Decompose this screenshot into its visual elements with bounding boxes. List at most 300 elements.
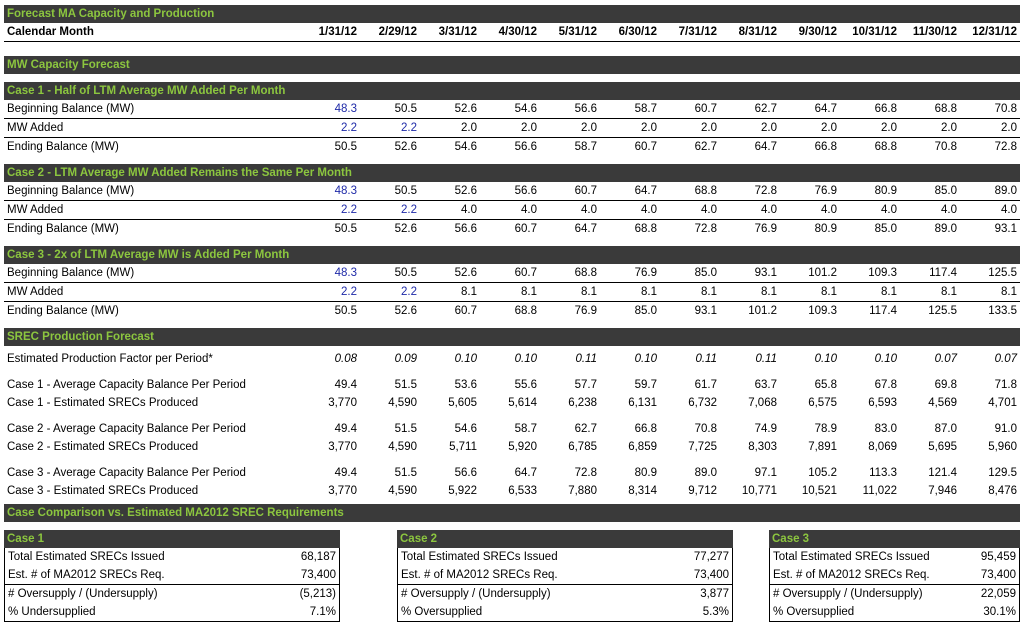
table-cell: 4,569	[928, 397, 957, 409]
table-cell: 7,725	[688, 441, 717, 453]
table-cell: 2.2	[341, 122, 357, 134]
table-cell: 125.5	[988, 267, 1017, 279]
table-cell: 69.8	[934, 379, 957, 391]
table-cell: 64.7	[754, 141, 777, 153]
month-header: 6/30/12	[618, 26, 657, 38]
table-cell: 85.0	[694, 267, 717, 279]
srecs-produced-row	[4, 438, 1020, 456]
table-cell: 51.5	[394, 379, 417, 391]
page-title: Forecast MA Capacity and Production	[4, 5, 1020, 23]
table-cell: 83.0	[874, 423, 897, 435]
case-header: Case 3 - 2x of LTM Average MW is Added Per Month	[4, 246, 1020, 264]
table-cell: 0.11	[575, 353, 597, 365]
table-cell: 2.0	[941, 122, 957, 134]
box-row-label: Total Estimated SRECs Issued	[773, 551, 930, 563]
comparison-box-case-3	[769, 530, 1020, 622]
comparison-box-case-1	[4, 530, 340, 622]
table-row	[4, 138, 1020, 156]
table-cell: 8.1	[1001, 286, 1017, 298]
table-cell: 67.8	[874, 379, 897, 391]
row-label: MW Added	[7, 122, 64, 134]
table-cell: 6,593	[868, 397, 897, 409]
table-cell: 4,590	[388, 397, 417, 409]
calendar-header-row	[4, 23, 1020, 42]
box-row-label: Est. # of MA2012 SRECs Req.	[8, 569, 165, 581]
table-cell: 10,771	[741, 485, 777, 497]
table-cell: 0.08	[334, 353, 357, 365]
box-row	[770, 548, 1019, 566]
table-row	[4, 302, 1020, 320]
table-cell: 50.5	[334, 223, 357, 235]
box-row-value: 77,277	[693, 551, 729, 563]
box-row-label: Est. # of MA2012 SRECs Req.	[401, 569, 558, 581]
avg-capacity-row	[4, 376, 1020, 394]
month-header: 7/31/12	[678, 26, 717, 38]
table-cell: 65.8	[814, 379, 837, 391]
month-header: 1/31/12	[318, 26, 357, 38]
table-cell: 2.2	[401, 204, 417, 216]
table-cell: 5,711	[449, 441, 477, 453]
table-cell: 8.1	[941, 286, 957, 298]
table-cell: 56.6	[514, 141, 537, 153]
table-cell: 3,770	[328, 397, 357, 409]
table-cell: 2.2	[401, 122, 417, 134]
box-body	[769, 548, 1020, 622]
box-row	[398, 585, 732, 603]
table-cell: 63.7	[754, 379, 777, 391]
box-row-label: Est. # of MA2012 SRECs Req.	[773, 569, 930, 581]
table-cell: 101.2	[808, 267, 837, 279]
table-cell: 52.6	[454, 267, 477, 279]
month-header: 2/29/12	[378, 26, 417, 38]
table-row	[4, 264, 1020, 283]
box-row-label: Total Estimated SRECs Issued	[401, 551, 558, 563]
table-cell: 51.5	[394, 467, 417, 479]
spacer	[4, 238, 1020, 246]
spacer	[4, 320, 1020, 328]
box-row	[5, 603, 339, 621]
table-cell: 3,770	[328, 485, 357, 497]
table-cell: 66.8	[814, 141, 837, 153]
box-row-value: 30.1%	[983, 606, 1016, 618]
table-cell: 121.4	[928, 467, 957, 479]
table-cell: 8.1	[461, 286, 477, 298]
table-cell: 80.9	[874, 185, 897, 197]
table-cell: 4.0	[641, 204, 657, 216]
table-cell: 72.8	[994, 141, 1017, 153]
month-header: 8/31/12	[738, 26, 777, 38]
table-cell: 7,946	[928, 485, 957, 497]
table-cell: 0.10	[454, 353, 477, 365]
table-cell: 9,712	[688, 485, 717, 497]
table-row	[4, 201, 1020, 220]
box-row-value: 73,400	[980, 569, 1016, 581]
table-cell: 105.2	[808, 467, 837, 479]
table-cell: 7,891	[808, 441, 837, 453]
table-cell: 8.1	[701, 286, 717, 298]
table-cell: 11,022	[862, 485, 897, 497]
section-header-mw-capacity: MW Capacity Forecast	[4, 56, 1020, 74]
box-row-value: (5,213)	[299, 588, 336, 600]
table-cell: 4,590	[388, 441, 417, 453]
table-cell: 85.0	[634, 305, 657, 317]
table-cell: 5,614	[508, 397, 537, 409]
box-row-value: 22,059	[980, 588, 1016, 600]
table-cell: 60.7	[694, 103, 717, 115]
box-row-label: % Oversupplied	[401, 606, 483, 618]
table-cell: 2.0	[641, 122, 657, 134]
table-cell: 64.7	[814, 103, 837, 115]
table-cell: 60.7	[634, 141, 657, 153]
table-cell: 52.6	[394, 141, 417, 153]
table-cell: 80.9	[634, 467, 657, 479]
table-cell: 2.2	[341, 286, 357, 298]
table-cell: 56.6	[454, 223, 477, 235]
table-cell: 2.0	[701, 122, 717, 134]
table-cell: 8,476	[988, 485, 1017, 497]
month-header: 10/31/12	[852, 26, 897, 38]
box-row	[5, 566, 339, 585]
table-cell: 93.1	[754, 267, 777, 279]
box-row	[398, 603, 732, 621]
srec-container	[4, 346, 1020, 500]
case-header: Case 2 - LTM Average MW Added Remains the Same Per Month	[4, 164, 1020, 182]
table-cell: 0.10	[874, 353, 897, 365]
table-cell: 125.5	[928, 305, 957, 317]
row-label: Ending Balance (MW)	[7, 141, 119, 153]
table-cell: 87.0	[934, 423, 957, 435]
table-cell: 4.0	[941, 204, 957, 216]
row-label: Case 2 - Estimated SRECs Produced	[7, 441, 199, 453]
table-row	[4, 119, 1020, 138]
table-cell: 4.0	[881, 204, 897, 216]
table-cell: 58.7	[514, 423, 537, 435]
table-cell: 5,922	[448, 485, 477, 497]
box-row-value: 73,400	[300, 569, 336, 581]
table-cell: 91.0	[994, 423, 1017, 435]
table-cell: 68.8	[574, 267, 597, 279]
table-cell: 117.4	[869, 305, 897, 317]
table-cell: 7,880	[568, 485, 597, 497]
table-cell: 49.4	[334, 423, 357, 435]
spacer	[4, 156, 1020, 164]
table-cell: 2.2	[341, 204, 357, 216]
spacer	[4, 368, 1020, 376]
box-title: Case 3	[769, 530, 1020, 548]
table-cell: 117.4	[929, 267, 957, 279]
table-cell: 54.6	[454, 423, 477, 435]
table-cell: 56.6	[514, 185, 537, 197]
srecs-produced-row	[4, 482, 1020, 500]
table-cell: 8.1	[521, 286, 537, 298]
table-cell: 5,920	[508, 441, 537, 453]
table-cell: 89.0	[934, 223, 957, 235]
table-cell: 62.7	[694, 141, 717, 153]
production-factor-row	[4, 350, 1020, 368]
table-cell: 66.8	[874, 103, 897, 115]
table-cell: 72.8	[574, 467, 597, 479]
box-row-value: 73,400	[693, 569, 729, 581]
box-row-label: % Undersupplied	[8, 606, 96, 618]
table-cell: 0.07	[994, 353, 1017, 365]
box-row-label: # Oversupply / (Undersupply)	[401, 588, 551, 600]
table-cell: 70.8	[934, 141, 957, 153]
table-cell: 54.6	[514, 103, 537, 115]
table-cell: 76.9	[634, 267, 657, 279]
box-title: Case 2	[397, 530, 733, 548]
table-cell: 0.11	[695, 353, 717, 365]
comparison-box-case-2	[397, 530, 733, 622]
table-cell: 72.8	[694, 223, 717, 235]
table-cell: 60.7	[514, 223, 537, 235]
table-cell: 49.4	[334, 379, 357, 391]
table-cell: 8.1	[641, 286, 657, 298]
table-cell: 2.0	[521, 122, 537, 134]
avg-capacity-row	[4, 464, 1020, 482]
box-row	[5, 548, 339, 566]
table-cell: 52.6	[394, 305, 417, 317]
table-cell: 109.3	[868, 267, 897, 279]
box-row	[770, 585, 1019, 603]
box-row	[5, 585, 339, 603]
row-label: Beginning Balance (MW)	[7, 103, 135, 115]
box-row-value: 95,459	[980, 551, 1016, 563]
srecs-produced-row	[4, 394, 1020, 412]
row-label: Case 3 - Average Capacity Balance Per Period	[7, 467, 246, 479]
table-cell: 76.9	[814, 185, 837, 197]
case-header: Case 1 - Half of LTM Average MW Added Per Month	[4, 82, 1020, 100]
table-cell: 6,238	[568, 397, 597, 409]
box-row-label: Total Estimated SRECs Issued	[8, 551, 165, 563]
table-cell: 4.0	[521, 204, 537, 216]
table-cell: 4.0	[581, 204, 597, 216]
table-cell: 8,303	[748, 441, 777, 453]
section-header-srec-production: SREC Production Forecast	[4, 328, 1020, 346]
table-cell: 74.9	[754, 423, 777, 435]
table-cell: 133.5	[988, 305, 1017, 317]
row-label: Beginning Balance (MW)	[7, 267, 135, 279]
cases-container	[4, 82, 1020, 328]
row-label: MW Added	[7, 286, 64, 298]
table-cell: 52.6	[394, 223, 417, 235]
table-cell: 50.5	[394, 185, 417, 197]
table-cell: 68.8	[874, 141, 897, 153]
comparison-boxes	[4, 530, 1020, 622]
table-cell: 54.6	[454, 141, 477, 153]
table-cell: 0.11	[755, 353, 777, 365]
table-cell: 93.1	[994, 223, 1017, 235]
box-body	[397, 548, 733, 622]
table-cell: 71.8	[994, 379, 1017, 391]
table-cell: 8,069	[868, 441, 897, 453]
table-cell: 2.0	[881, 122, 897, 134]
month-header: 4/30/12	[498, 26, 537, 38]
table-cell: 2.0	[1001, 122, 1017, 134]
table-cell: 4,701	[988, 397, 1017, 409]
table-cell: 89.0	[694, 467, 717, 479]
table-cell: 8.1	[821, 286, 837, 298]
row-label: Ending Balance (MW)	[7, 223, 119, 235]
table-cell: 48.3	[334, 267, 357, 279]
table-row	[4, 220, 1020, 238]
row-label: Beginning Balance (MW)	[7, 185, 135, 197]
box-row-label: # Oversupply / (Undersupply)	[773, 588, 923, 600]
table-cell: 5,960	[988, 441, 1017, 453]
table-cell: 66.8	[634, 423, 657, 435]
box-row	[770, 566, 1019, 585]
section-header-comparison: Case Comparison vs. Estimated MA2012 SREC Requirements	[4, 504, 1020, 522]
table-cell: 8.1	[581, 286, 597, 298]
table-cell: 6,131	[628, 397, 657, 409]
table-cell: 3,770	[328, 441, 357, 453]
table-cell: 2.2	[401, 286, 417, 298]
table-cell: 8.1	[761, 286, 777, 298]
table-row	[4, 283, 1020, 302]
table-cell: 4.0	[461, 204, 477, 216]
table-cell: 58.7	[574, 141, 597, 153]
table-cell: 80.9	[814, 223, 837, 235]
row-label: Case 1 - Average Capacity Balance Per Period	[7, 379, 246, 391]
table-cell: 62.7	[574, 423, 597, 435]
table-cell: 2.0	[461, 122, 477, 134]
table-cell: 129.5	[988, 467, 1017, 479]
row-label: Case 2 - Average Capacity Balance Per Period	[7, 423, 246, 435]
table-cell: 6,785	[568, 441, 597, 453]
table-cell: 4.0	[1001, 204, 1017, 216]
table-cell: 59.7	[634, 379, 657, 391]
table-cell: 76.9	[574, 305, 597, 317]
table-cell: 2.0	[821, 122, 837, 134]
table-cell: 93.1	[694, 305, 717, 317]
table-cell: 2.0	[581, 122, 597, 134]
table-cell: 56.6	[574, 103, 597, 115]
month-header: 9/30/12	[798, 26, 837, 38]
table-cell: 0.10	[634, 353, 657, 365]
table-cell: 60.7	[454, 305, 477, 317]
table-cell: 57.7	[574, 379, 597, 391]
table-cell: 50.5	[334, 305, 357, 317]
table-cell: 85.0	[874, 223, 897, 235]
table-row	[4, 100, 1020, 119]
table-cell: 68.8	[694, 185, 717, 197]
table-cell: 55.6	[514, 379, 537, 391]
row-label: MW Added	[7, 204, 64, 216]
table-cell: 8,314	[628, 485, 657, 497]
table-cell: 64.7	[634, 185, 657, 197]
table-cell: 76.9	[754, 223, 777, 235]
table-cell: 5,605	[448, 397, 477, 409]
box-row-label: % Oversupplied	[773, 606, 855, 618]
table-cell: 2.0	[761, 122, 777, 134]
table-cell: 6,859	[628, 441, 657, 453]
table-cell: 0.10	[514, 353, 537, 365]
box-row	[398, 566, 732, 585]
table-cell: 4,590	[388, 485, 417, 497]
table-cell: 58.7	[634, 103, 657, 115]
table-cell: 64.7	[514, 467, 537, 479]
table-cell: 89.0	[994, 185, 1017, 197]
table-cell: 78.9	[814, 423, 837, 435]
table-cell: 64.7	[574, 223, 597, 235]
table-cell: 8.1	[881, 286, 897, 298]
row-label: Case 3 - Estimated SRECs Produced	[7, 485, 199, 497]
table-cell: 53.6	[454, 379, 477, 391]
box-row-value: 7.1%	[309, 606, 336, 618]
table-cell: 4.0	[821, 204, 837, 216]
month-header: 3/31/12	[438, 26, 477, 38]
spreadsheet	[4, 5, 1020, 622]
table-cell: 60.7	[574, 185, 597, 197]
table-cell: 10,521	[801, 485, 837, 497]
table-cell: 68.8	[634, 223, 657, 235]
month-header: 11/30/12	[912, 26, 957, 38]
box-row	[398, 548, 732, 566]
table-cell: 0.09	[394, 353, 417, 365]
table-cell: 7,068	[748, 397, 777, 409]
table-cell: 4.0	[701, 204, 717, 216]
table-cell: 50.5	[334, 141, 357, 153]
table-cell: 52.6	[454, 103, 477, 115]
box-row-value: 3,877	[700, 588, 729, 600]
box-row-value: 68,187	[300, 551, 336, 563]
table-cell: 51.5	[394, 423, 417, 435]
month-header: 12/31/12	[972, 26, 1017, 38]
table-cell: 70.8	[694, 423, 717, 435]
table-cell: 4.0	[761, 204, 777, 216]
table-cell: 6,575	[808, 397, 837, 409]
box-row	[770, 603, 1019, 621]
table-cell: 48.3	[334, 185, 357, 197]
table-cell: 6,533	[508, 485, 537, 497]
table-cell: 6,732	[688, 397, 717, 409]
table-cell: 56.6	[454, 467, 477, 479]
row-label: Estimated Production Factor per Period*	[7, 353, 213, 365]
table-cell: 68.8	[514, 305, 537, 317]
row-label: Case 1 - Estimated SRECs Produced	[7, 397, 199, 409]
spacer	[4, 456, 1020, 464]
month-header: 5/31/12	[558, 26, 597, 38]
table-cell: 50.5	[394, 267, 417, 279]
row-label: Ending Balance (MW)	[7, 305, 119, 317]
box-row-label: # Oversupply / (Undersupply)	[8, 588, 158, 600]
table-cell: 101.2	[748, 305, 777, 317]
table-cell: 85.0	[934, 185, 957, 197]
table-cell: 109.3	[808, 305, 837, 317]
table-cell: 5,695	[928, 441, 957, 453]
table-row	[4, 182, 1020, 201]
table-cell: 70.8	[994, 103, 1017, 115]
table-cell: 0.07	[934, 353, 957, 365]
table-cell: 68.8	[934, 103, 957, 115]
table-cell: 61.7	[694, 379, 717, 391]
table-cell: 60.7	[514, 267, 537, 279]
box-body	[4, 548, 340, 622]
calendar-month-label: Calendar Month	[7, 26, 94, 38]
table-cell: 62.7	[754, 103, 777, 115]
table-cell: 50.5	[394, 103, 417, 115]
box-row-value: 5.3%	[702, 606, 729, 618]
table-cell: 48.3	[334, 103, 357, 115]
table-cell: 52.6	[454, 185, 477, 197]
table-cell: 97.1	[754, 467, 777, 479]
table-cell: 49.4	[334, 467, 357, 479]
table-cell: 72.8	[754, 185, 777, 197]
spacer	[4, 412, 1020, 420]
table-cell: 0.10	[814, 353, 837, 365]
avg-capacity-row	[4, 420, 1020, 438]
table-cell: 113.3	[869, 467, 897, 479]
box-title: Case 1	[4, 530, 340, 548]
